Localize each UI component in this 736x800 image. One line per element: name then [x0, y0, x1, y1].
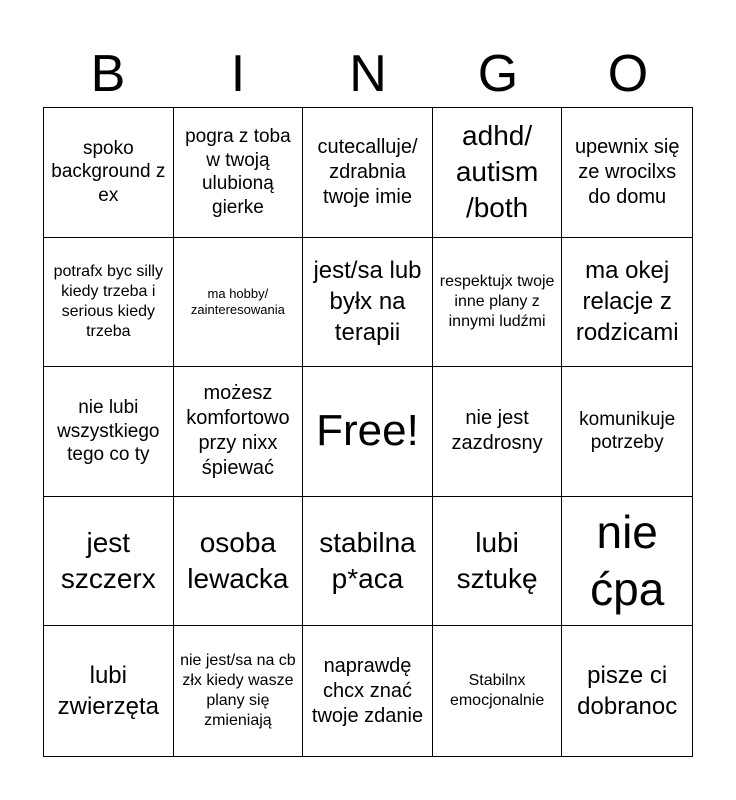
header-letter-o: O	[607, 45, 649, 103]
bingo-cell[interactable]: nie jest zazdrosny	[433, 367, 563, 497]
bingo-cell[interactable]: osoba lewacka	[174, 497, 304, 627]
bingo-cell[interactable]: respektujx twoje inne plany z innymi ludźmi	[433, 238, 563, 368]
header-letter-b: B	[90, 45, 126, 103]
bingo-cell[interactable]: nie ćpa	[562, 497, 692, 627]
bingo-cell-free[interactable]: Free!	[303, 367, 433, 497]
bingo-cell[interactable]: pogra z toba w twoją ulubioną gierke	[174, 108, 304, 238]
bingo-cell[interactable]: potrafx byc silly kiedy trzeba i serious kiedy trzeba	[44, 238, 174, 368]
bingo-cell[interactable]: lubi sztukę	[433, 497, 563, 627]
bingo-cell[interactable]: jest/sa lub byłx na terapii	[303, 238, 433, 368]
bingo-cell[interactable]: spoko background z ex	[44, 108, 174, 238]
bingo-cell[interactable]: możesz komfortowo przy nixx śpiewać	[174, 367, 304, 497]
bingo-cell[interactable]: ma okej relacje z rodzicami	[562, 238, 692, 368]
bingo-cell[interactable]: upewnix się ze wrocilxs do domu	[562, 108, 692, 238]
bingo-cell[interactable]: Stabilnx emocjonalnie	[433, 626, 563, 756]
bingo-cell[interactable]: komunikuje potrzeby	[562, 367, 692, 497]
bingo-cell[interactable]: adhd/ autism /both	[433, 108, 563, 238]
bingo-board	[43, 107, 693, 757]
header-letter-g: G	[477, 45, 519, 103]
header-letter-n: N	[349, 45, 387, 103]
bingo-cell[interactable]: jest szczerx	[44, 497, 174, 627]
header-letter-i: I	[230, 45, 246, 103]
bingo-cell[interactable]: cutecalluje/ zdrabnia twoje imie	[303, 108, 433, 238]
bingo-header	[43, 40, 693, 108]
bingo-cell[interactable]: nie jest/sa na cb złx kiedy wasze plany się zmieniają	[174, 626, 304, 756]
bingo-cell[interactable]: naprawdę chcx znać twoje zdanie	[303, 626, 433, 756]
bingo-cell[interactable]: lubi zwierzęta	[44, 626, 174, 756]
bingo-cell[interactable]: pisze ci dobranoc	[577, 662, 678, 721]
bingo-cell[interactable]: ma hobby/ zainteresowania	[174, 238, 304, 368]
bingo-cell[interactable]: stabilna p*aca	[303, 497, 433, 627]
bingo-cell[interactable]: nie lubi wszystkiego tego co ty	[44, 367, 174, 497]
